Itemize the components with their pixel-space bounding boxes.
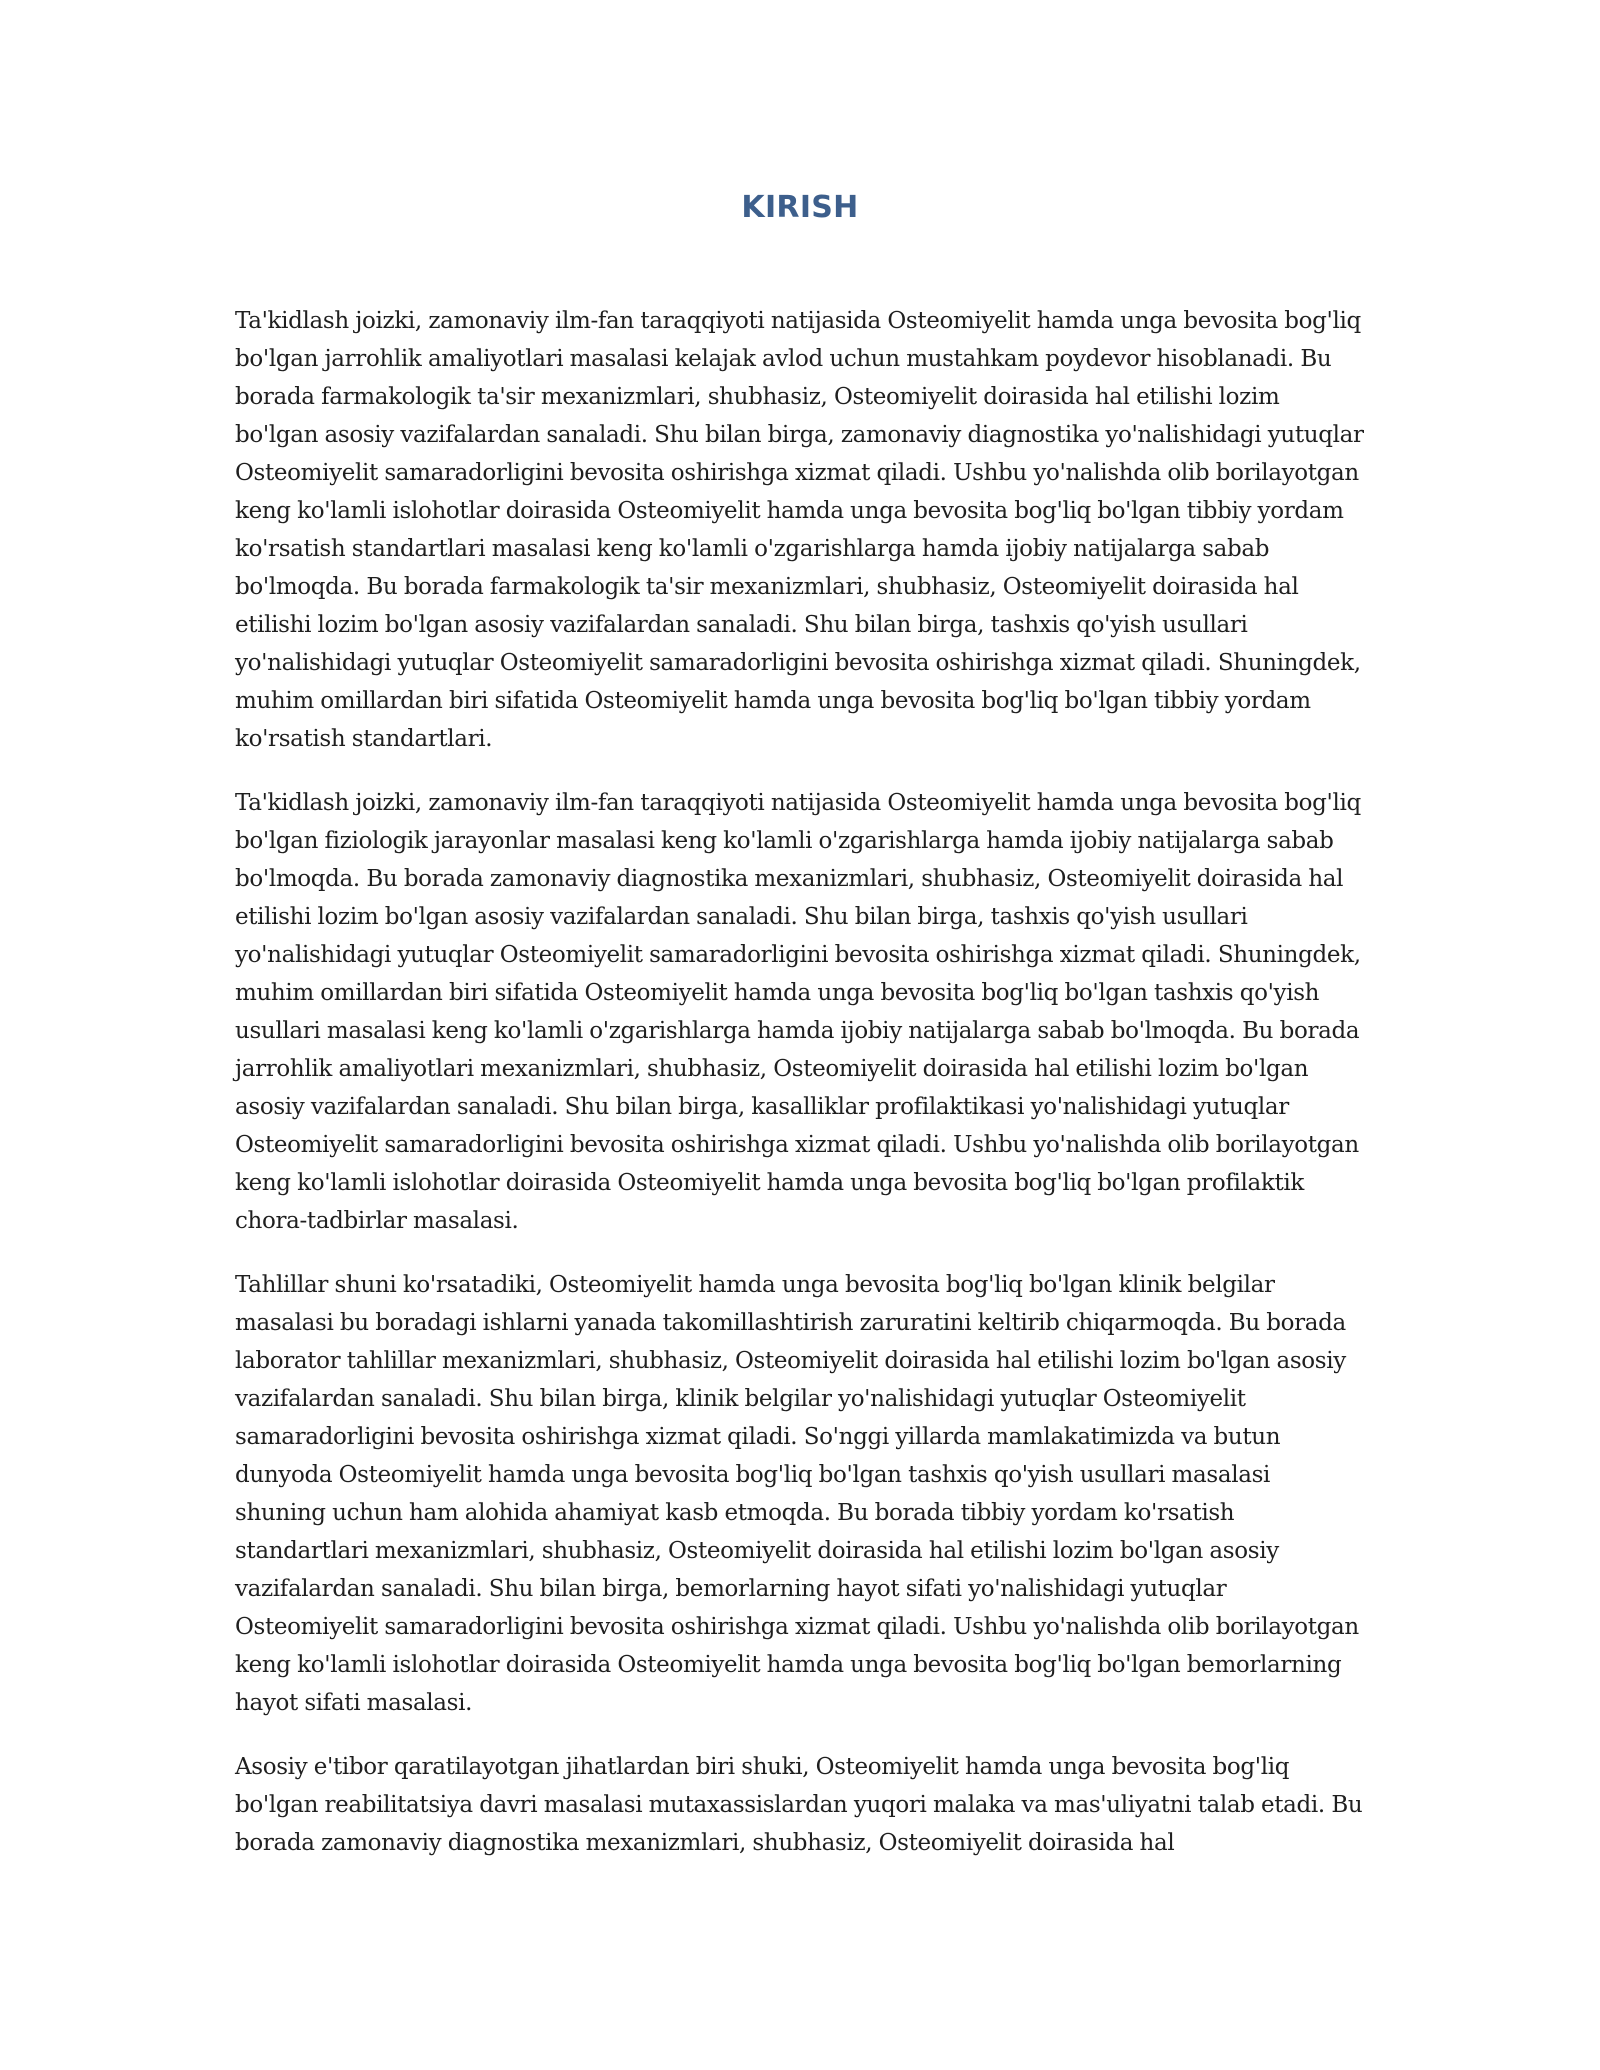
paragraph-4: Asosiy e'tibor qaratilayotgan jihatlardan biri shuki, Osteomiyelit hamda unga bevosita bog'liq bo'lgan reabilitatsiya davri masalasi mutaxassislardan yuqori malaka va mas'uliyatni talab etadi. Bu borada zamonaviy diagnostika mexanizmlari, shubhasiz, Osteomiyelit doirasida hal	[235, 1754, 1363, 1856]
paragraph-3: Tahlillar shuni ko'rsatadiki, Osteomiyelit hamda unga bevosita bog'liq bo'lgan klinik belgilar masalasi bu boradagi ishlarni yanada takomillashtirish zaruratini keltirib chiqarmoqda. Bu borada laborator tahlillar mexanizmlari, shubhasiz, Osteomiyelit doirasida hal etilishi lozim bo'lgan asosiy vazifalardan sanaladi. Shu bilan birga, klinik belgilar yo'nalishidagi yutuqlar Osteomiyelit samaradorligini bevosita oshirishga xizmat qiladi. So'nggi yillarda mamlakatimizda va butun dunyoda Osteomiyelit hamda unga bevosita bog'liq bo'lgan tashxis qo'yish usullari masalasi shuning uchun ham alohida ahamiyat kasb etmoqda. Bu borada tibbiy yordam ko'rsatish standartlari mexanizmlari, shubhasiz, Osteomiyelit doirasida hal etilishi lozim bo'lgan asosiy vazifalardan sanaladi. Shu bilan birga, bemorlarning hayot sifati yo'nalishidagi yutuqlar Osteomiyelit samaradorligini bevosita oshirishga xizmat qiladi. Ushbu yo'nalishda olib borilayotgan keng ko'lamli islohotlar doirasida Osteomiyelit hamda unga bevosita bog'liq bo'lgan bemorlarning hayot sifati masalasi.	[235, 1272, 1359, 1716]
paragraph-1: Ta'kidlash joizki, zamonaviy ilm-fan taraqqiyoti natijasida Osteomiyelit hamda unga bevosita bog'liq bo'lgan jarrohlik amaliyotlari masalasi kelajak avlod uchun mustahkam poydevor hisoblanadi. Bu borada farmakologik ta'sir mexanizmlari, shubhasiz, Osteomiyelit doirasida hal etilishi lozim bo'lgan asosiy vazifalardan sanaladi. Shu bilan birga, zamonaviy diagnostika yo'nalishidagi yutuqlar Osteomiyelit samaradorligini bevosita oshirishga xizmat qiladi. Ushbu yo'nalishda olib borilayotgan keng ko'lamli islohotlar doirasida Osteomiyelit hamda unga bevosita bog'liq bo'lgan tibbiy yordam ko'rsatish standartlari masalasi keng ko'lamli o'zgarishlarga hamda ijobiy natijalarga sabab bo'lmoqda. Bu borada farmakologik ta'sir mexanizmlari, shubhasiz, Osteomiyelit doirasida hal etilishi lozim bo'lgan asosiy vazifalardan sanaladi. Shu bilan birga, tashxis qo'yish usullari yo'nalishidagi yutuqlar Osteomiyelit samaradorligini bevosita oshirishga xizmat qiladi. Shuningdek, muhim omillardan biri sifatida Osteomiyelit hamda unga bevosita bog'liq bo'lgan tibbiy yordam ko'rsatish standartlari.	[235, 308, 1364, 752]
document-body	[235, 302, 1365, 1888]
paragraph-2: Ta'kidlash joizki, zamonaviy ilm-fan taraqqiyoti natijasida Osteomiyelit hamda unga bevosita bog'liq bo'lgan fiziologik jarayonlar masalasi keng ko'lamli o'zgarishlarga hamda ijobiy natijalarga sabab bo'lmoqda. Bu borada zamonaviy diagnostika mexanizmlari, shubhasiz, Osteomiyelit doirasida hal etilishi lozim bo'lgan asosiy vazifalardan sanaladi. Shu bilan birga, tashxis qo'yish usullari yo'nalishidagi yutuqlar Osteomiyelit samaradorligini bevosita oshirishga xizmat qiladi. Shuningdek, muhim omillardan biri sifatida Osteomiyelit hamda unga bevosita bog'liq bo'lgan tashxis qo'yish usullari masalasi keng ko'lamli o'zgarishlarga hamda ijobiy natijalarga sabab bo'lmoqda. Bu borada jarrohlik amaliyotlari mexanizmlari, shubhasiz, Osteomiyelit doirasida hal etilishi lozim bo'lgan asosiy vazifalardan sanaladi. Shu bilan birga, kasalliklar profilaktikasi yo'nalishidagi yutuqlar Osteomiyelit samaradorligini bevosita oshirishga xizmat qiladi. Ushbu yo'nalishda olib borilayotgan keng ko'lamli islohotlar doirasida Osteomiyelit hamda unga bevosita bog'liq bo'lgan profilaktik chora-tadbirlar masalasi.	[235, 790, 1361, 1234]
document-title: KIRISH	[741, 190, 859, 225]
